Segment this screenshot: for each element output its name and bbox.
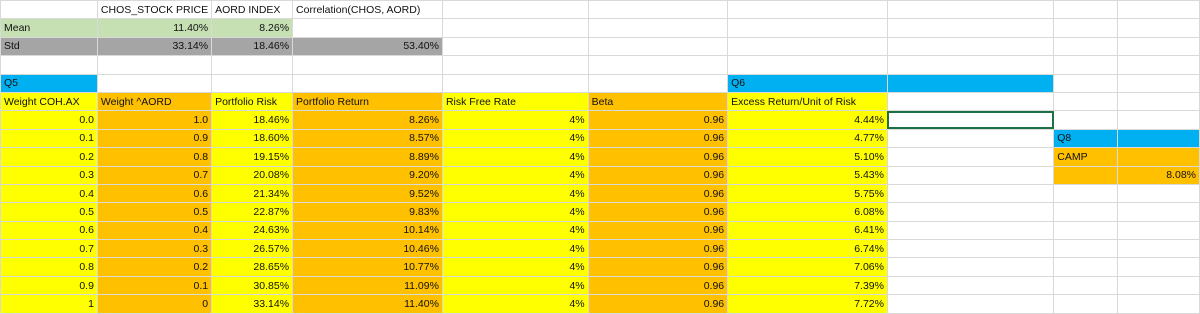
empty-cell[interactable]: [887, 19, 1053, 37]
col-portfolio-return[interactable]: Portfolio Return: [293, 92, 443, 110]
q8-label[interactable]: Q8: [1054, 129, 1118, 147]
q5-label[interactable]: Q5: [1, 74, 98, 92]
empty-cell[interactable]: [887, 1, 1053, 19]
header-row: [1, 1, 1200, 19]
empty-cell[interactable]: [887, 56, 1053, 74]
empty-cell[interactable]: [1118, 221, 1200, 239]
empty-cell[interactable]: [97, 56, 211, 74]
portfolio-risk-cell[interactable]: 20.08%: [212, 166, 293, 184]
portfolio-risk-cell[interactable]: 26.57%: [212, 240, 293, 258]
portfolio-return-cell[interactable]: 10.46%: [293, 240, 443, 258]
risk-free-cell[interactable]: 4%: [442, 221, 588, 239]
weight-aord-cell[interactable]: 0.7: [97, 166, 211, 184]
excess-return-cell[interactable]: 5.43%: [728, 166, 888, 184]
portfolio-return-cell[interactable]: 11.40%: [293, 295, 443, 313]
weight-aord-cell[interactable]: 0.4: [97, 221, 211, 239]
empty-cell[interactable]: [1118, 92, 1200, 110]
empty-cell[interactable]: [97, 74, 211, 92]
beta-cell[interactable]: 0.96: [588, 148, 727, 166]
portfolio-risk-cell[interactable]: 30.85%: [212, 276, 293, 294]
col-beta[interactable]: Beta: [588, 92, 727, 110]
weight-aord-cell[interactable]: 0.5: [97, 203, 211, 221]
empty-cell[interactable]: [887, 240, 1053, 258]
empty-cell[interactable]: [588, 56, 727, 74]
empty-cell[interactable]: [887, 258, 1053, 276]
data-row: [1, 166, 1200, 184]
empty-cell[interactable]: [887, 276, 1053, 294]
beta-cell[interactable]: 0.96: [588, 111, 727, 129]
beta-cell[interactable]: 0.96: [588, 276, 727, 294]
weight-aord-cell[interactable]: 0.2: [97, 258, 211, 276]
empty-cell[interactable]: [1054, 1, 1118, 19]
data-row: [1, 203, 1200, 221]
weight-aord-cell[interactable]: 0.3: [97, 240, 211, 258]
empty-cell[interactable]: [887, 295, 1053, 313]
empty-cell[interactable]: [1054, 19, 1118, 37]
empty-cell[interactable]: [728, 1, 888, 19]
empty-cell[interactable]: [1118, 184, 1200, 202]
portfolio-return-cell[interactable]: 9.52%: [293, 184, 443, 202]
empty-cell[interactable]: [1118, 258, 1200, 276]
empty-cell[interactable]: [1054, 111, 1118, 129]
std-correlation[interactable]: 53.40%: [293, 37, 443, 55]
empty-cell[interactable]: [588, 1, 727, 19]
weight-aord-cell[interactable]: 0.6: [97, 184, 211, 202]
std-label[interactable]: Std: [1, 37, 98, 55]
portfolio-return-cell[interactable]: 8.26%: [293, 111, 443, 129]
beta-cell[interactable]: 0.96: [588, 203, 727, 221]
portfolio-risk-cell[interactable]: 22.87%: [212, 203, 293, 221]
empty-cell[interactable]: [887, 184, 1053, 202]
empty-cell[interactable]: [1118, 74, 1200, 92]
excess-return-cell[interactable]: 7.39%: [728, 276, 888, 294]
data-row: [1, 184, 1200, 202]
portfolio-return-cell[interactable]: 8.57%: [293, 129, 443, 147]
mean-row: [1, 19, 1200, 37]
header-aord[interactable]: AORD INDEX: [212, 1, 293, 19]
portfolio-risk-cell[interactable]: 21.34%: [212, 184, 293, 202]
empty-cell[interactable]: [442, 74, 588, 92]
empty-cell[interactable]: [293, 56, 443, 74]
risk-free-cell[interactable]: 4%: [442, 276, 588, 294]
q6-fill[interactable]: [887, 74, 1053, 92]
empty-cell[interactable]: [887, 148, 1053, 166]
empty-cell[interactable]: [1054, 258, 1118, 276]
weight-aord-cell[interactable]: 0.8: [97, 148, 211, 166]
beta-cell[interactable]: 0.96: [588, 258, 727, 276]
empty-cell[interactable]: [1118, 276, 1200, 294]
empty-cell[interactable]: [1118, 240, 1200, 258]
data-row: [1, 111, 1200, 129]
empty-cell[interactable]: [1054, 37, 1118, 55]
empty-cell[interactable]: [293, 74, 443, 92]
header-chos[interactable]: CHOS_STOCK PRICE: [97, 1, 211, 19]
empty-cell[interactable]: [1054, 295, 1118, 313]
beta-cell[interactable]: 0.96: [588, 129, 727, 147]
risk-free-cell[interactable]: 4%: [442, 111, 588, 129]
portfolio-return-cell[interactable]: 11.09%: [293, 276, 443, 294]
weight-coh-cell[interactable]: 1: [1, 295, 98, 313]
risk-free-cell[interactable]: 4%: [442, 148, 588, 166]
risk-free-cell[interactable]: 4%: [442, 203, 588, 221]
weight-coh-cell[interactable]: 0.7: [1, 240, 98, 258]
empty-cell[interactable]: [1118, 203, 1200, 221]
portfolio-return-cell[interactable]: 10.14%: [293, 221, 443, 239]
portfolio-risk-cell[interactable]: 28.65%: [212, 258, 293, 276]
empty-cell[interactable]: [442, 1, 588, 19]
empty-cell[interactable]: [1118, 56, 1200, 74]
weight-coh-cell[interactable]: 0.1: [1, 129, 98, 147]
weight-coh-cell[interactable]: 0.3: [1, 166, 98, 184]
empty-cell[interactable]: [1054, 184, 1118, 202]
weight-coh-cell[interactable]: 0.2: [1, 148, 98, 166]
weight-coh-cell[interactable]: 0.6: [1, 221, 98, 239]
empty-cell[interactable]: [887, 221, 1053, 239]
beta-cell[interactable]: 0.96: [588, 240, 727, 258]
risk-free-cell[interactable]: 4%: [442, 166, 588, 184]
camp-value[interactable]: 8.08%: [1118, 166, 1200, 184]
empty-cell[interactable]: [1054, 92, 1118, 110]
risk-free-cell[interactable]: 4%: [442, 129, 588, 147]
portfolio-risk-cell[interactable]: 24.63%: [212, 221, 293, 239]
empty-cell[interactable]: [1118, 37, 1200, 55]
excess-return-cell[interactable]: 4.77%: [728, 129, 888, 147]
portfolio-risk-cell[interactable]: 19.15%: [212, 148, 293, 166]
empty-cell[interactable]: [728, 19, 888, 37]
col-excess-return[interactable]: Excess Return/Unit of Risk: [728, 92, 888, 110]
blank-row: [1, 56, 1200, 74]
empty-cell[interactable]: [1054, 240, 1118, 258]
weight-coh-cell[interactable]: 0.9: [1, 276, 98, 294]
risk-free-cell[interactable]: 4%: [442, 258, 588, 276]
beta-cell[interactable]: 0.96: [588, 221, 727, 239]
excess-return-cell[interactable]: 6.74%: [728, 240, 888, 258]
empty-cell[interactable]: [1118, 19, 1200, 37]
col-weight-coh[interactable]: Weight COH.AX: [1, 92, 98, 110]
empty-cell[interactable]: [1054, 276, 1118, 294]
mean-aord[interactable]: 8.26%: [212, 19, 293, 37]
excess-return-cell[interactable]: 6.41%: [728, 221, 888, 239]
data-row: [1, 221, 1200, 239]
empty-cell[interactable]: [1054, 74, 1118, 92]
portfolio-return-cell[interactable]: 9.83%: [293, 203, 443, 221]
portfolio-return-cell[interactable]: 9.20%: [293, 166, 443, 184]
weight-aord-cell[interactable]: 0.9: [97, 129, 211, 147]
risk-free-cell[interactable]: 4%: [442, 295, 588, 313]
empty-cell[interactable]: [728, 56, 888, 74]
empty-cell[interactable]: [1118, 111, 1200, 129]
std-row: [1, 37, 1200, 55]
camp-fill-left[interactable]: [1054, 166, 1118, 184]
empty-cell[interactable]: [1054, 221, 1118, 239]
std-chos[interactable]: 33.14%: [97, 37, 211, 55]
data-row: [1, 258, 1200, 276]
data-row: [1, 129, 1200, 147]
excess-return-cell[interactable]: 4.44%: [728, 111, 888, 129]
excess-return-cell[interactable]: 7.72%: [728, 295, 888, 313]
data-row: [1, 240, 1200, 258]
weight-aord-cell[interactable]: 0: [97, 295, 211, 313]
weight-coh-cell[interactable]: 0.5: [1, 203, 98, 221]
portfolio-risk-cell[interactable]: 33.14%: [212, 295, 293, 313]
portfolio-risk-cell[interactable]: 18.60%: [212, 129, 293, 147]
excess-return-cell[interactable]: 6.08%: [728, 203, 888, 221]
excess-return-cell[interactable]: 5.75%: [728, 184, 888, 202]
data-row: [1, 295, 1200, 313]
empty-cell[interactable]: [442, 19, 588, 37]
col-portfolio-risk[interactable]: Portfolio Risk: [212, 92, 293, 110]
empty-cell[interactable]: [588, 19, 727, 37]
empty-cell[interactable]: [293, 19, 443, 37]
risk-free-cell[interactable]: 4%: [442, 184, 588, 202]
portfolio-return-cell[interactable]: 8.89%: [293, 148, 443, 166]
question-row: [1, 74, 1200, 92]
weight-coh-cell[interactable]: 0.0: [1, 111, 98, 129]
portfolio-return-cell[interactable]: 10.77%: [293, 258, 443, 276]
empty-cell[interactable]: [212, 74, 293, 92]
data-row: [1, 276, 1200, 294]
empty-cell[interactable]: [1054, 56, 1118, 74]
empty-cell[interactable]: [887, 203, 1053, 221]
empty-cell[interactable]: [442, 56, 588, 74]
data-row: [1, 148, 1200, 166]
empty-cell[interactable]: [887, 129, 1053, 147]
column-header-row: [1, 92, 1200, 110]
empty-cell[interactable]: [887, 92, 1053, 110]
empty-cell[interactable]: [1, 56, 98, 74]
col-weight-aord[interactable]: Weight ^AORD: [97, 92, 211, 110]
selected-cell[interactable]: [887, 111, 1053, 129]
header-correlation[interactable]: Correlation(CHOS, AORD): [293, 1, 443, 19]
empty-cell[interactable]: [588, 37, 727, 55]
beta-cell[interactable]: 0.96: [588, 184, 727, 202]
weight-aord-cell[interactable]: 0.1: [97, 276, 211, 294]
std-aord[interactable]: 18.46%: [212, 37, 293, 55]
risk-free-cell[interactable]: 4%: [442, 240, 588, 258]
empty-cell[interactable]: [588, 74, 727, 92]
empty-cell[interactable]: [1118, 1, 1200, 19]
empty-cell[interactable]: [1, 1, 98, 19]
mean-label[interactable]: Mean: [1, 19, 98, 37]
q8-fill[interactable]: [1118, 129, 1200, 147]
beta-cell[interactable]: 0.96: [588, 295, 727, 313]
camp-fill[interactable]: [1118, 148, 1200, 166]
empty-cell[interactable]: [887, 37, 1053, 55]
empty-cell[interactable]: [1118, 295, 1200, 313]
excess-return-cell[interactable]: 7.06%: [728, 258, 888, 276]
empty-cell[interactable]: [887, 166, 1053, 184]
beta-cell[interactable]: 0.96: [588, 166, 727, 184]
q6-label[interactable]: Q6: [728, 74, 888, 92]
empty-cell[interactable]: [212, 56, 293, 74]
empty-cell[interactable]: [442, 37, 588, 55]
excess-return-cell[interactable]: 5.10%: [728, 148, 888, 166]
weight-coh-cell[interactable]: 0.4: [1, 184, 98, 202]
weight-aord-cell[interactable]: 1.0: [97, 111, 211, 129]
camp-label[interactable]: CAMP: [1054, 148, 1118, 166]
weight-coh-cell[interactable]: 0.8: [1, 258, 98, 276]
portfolio-risk-cell[interactable]: 18.46%: [212, 111, 293, 129]
mean-chos[interactable]: 11.40%: [97, 19, 211, 37]
col-risk-free[interactable]: Risk Free Rate: [442, 92, 588, 110]
empty-cell[interactable]: [1054, 203, 1118, 221]
empty-cell[interactable]: [728, 37, 888, 55]
